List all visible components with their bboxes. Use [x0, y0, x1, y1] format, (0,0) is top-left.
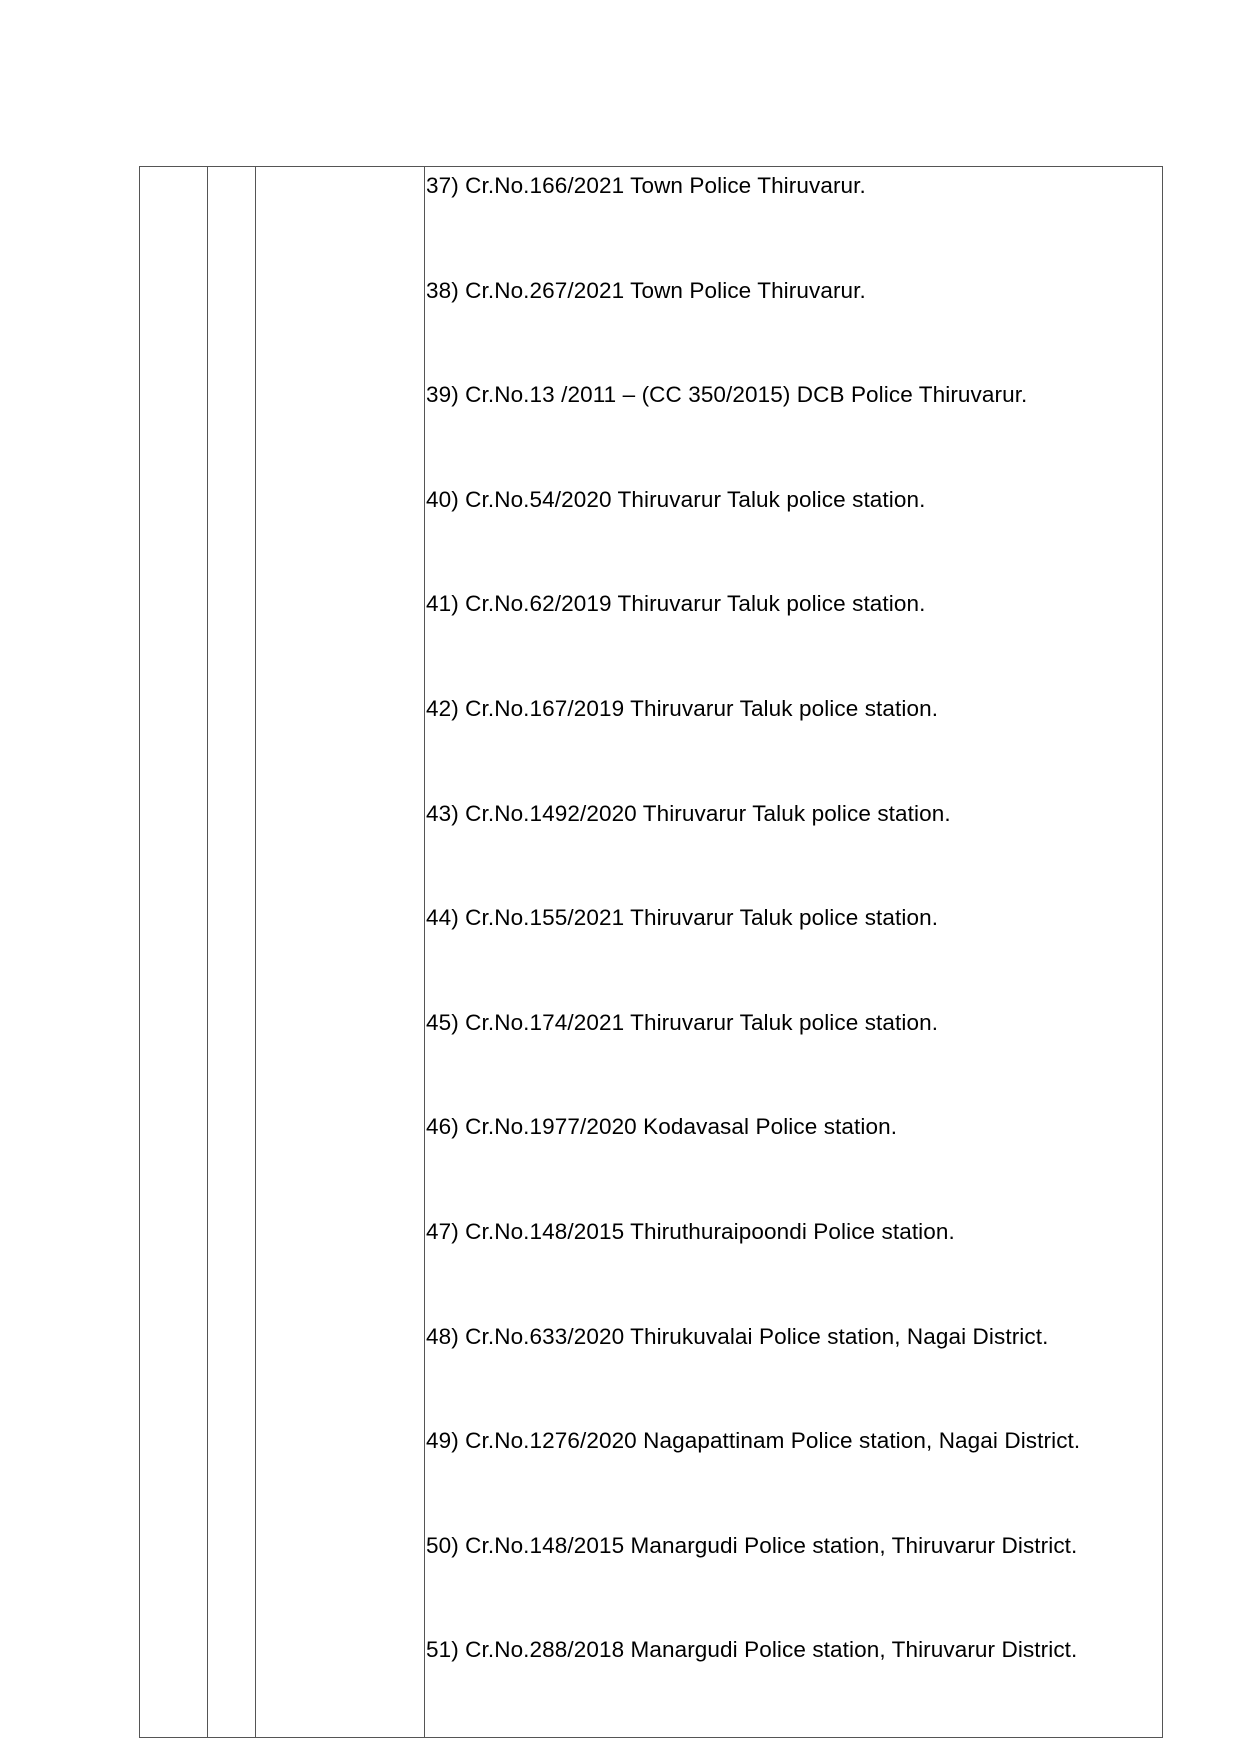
empty-cell-narrow [208, 167, 256, 1738]
case-entry: 49) Cr.No.1276/2020 Nagapattinam Police station, Nagai District. [426, 1428, 1081, 1454]
case-entry: 41) Cr.No.62/2019 Thiruvarur Taluk police station. [426, 591, 926, 617]
case-entry: 51) Cr.No.288/2018 Manargudi Police station, Thiruvarur District. [426, 1637, 1078, 1663]
case-entry: 47) Cr.No.148/2015 Thiruthuraipoondi Police station. [426, 1218, 955, 1244]
case-entry: 42) Cr.No.167/2019 Thiruvarur Taluk police station. [426, 695, 939, 721]
table-row [140, 167, 1163, 1738]
case-table [139, 166, 1163, 1738]
case-list-cell [425, 167, 1163, 1738]
case-entry-list [425, 167, 1162, 1736]
case-entry: 44) Cr.No.155/2021 Thiruvarur Taluk police station. [426, 905, 939, 931]
case-entry: 45) Cr.No.174/2021 Thiruvarur Taluk police station. [426, 1009, 939, 1035]
empty-cell-serial [140, 167, 208, 1738]
case-entry: 40) Cr.No.54/2020 Thiruvarur Taluk police station. [426, 486, 926, 512]
case-entry: 37) Cr.No.166/2021 Town Police Thiruvarur. [426, 173, 866, 198]
case-entry: 48) Cr.No.633/2020 Thirukuvalai Police station, Nagai District. [426, 1323, 1049, 1349]
case-entry: 46) Cr.No.1977/2020 Kodavasal Police station. [426, 1114, 898, 1140]
case-entry: 43) Cr.No.1492/2020 Thiruvarur Taluk police station. [426, 800, 951, 826]
empty-cell-name [256, 167, 425, 1738]
case-entry: 38) Cr.No.267/2021 Town Police Thiruvarur. [426, 277, 866, 303]
case-entry: 39) Cr.No.13 /2011 – (CC 350/2015) DCB Police Thiruvarur. [426, 382, 1028, 408]
case-entry: 50) Cr.No.148/2015 Manargudi Police station, Thiruvarur District. [426, 1532, 1078, 1558]
